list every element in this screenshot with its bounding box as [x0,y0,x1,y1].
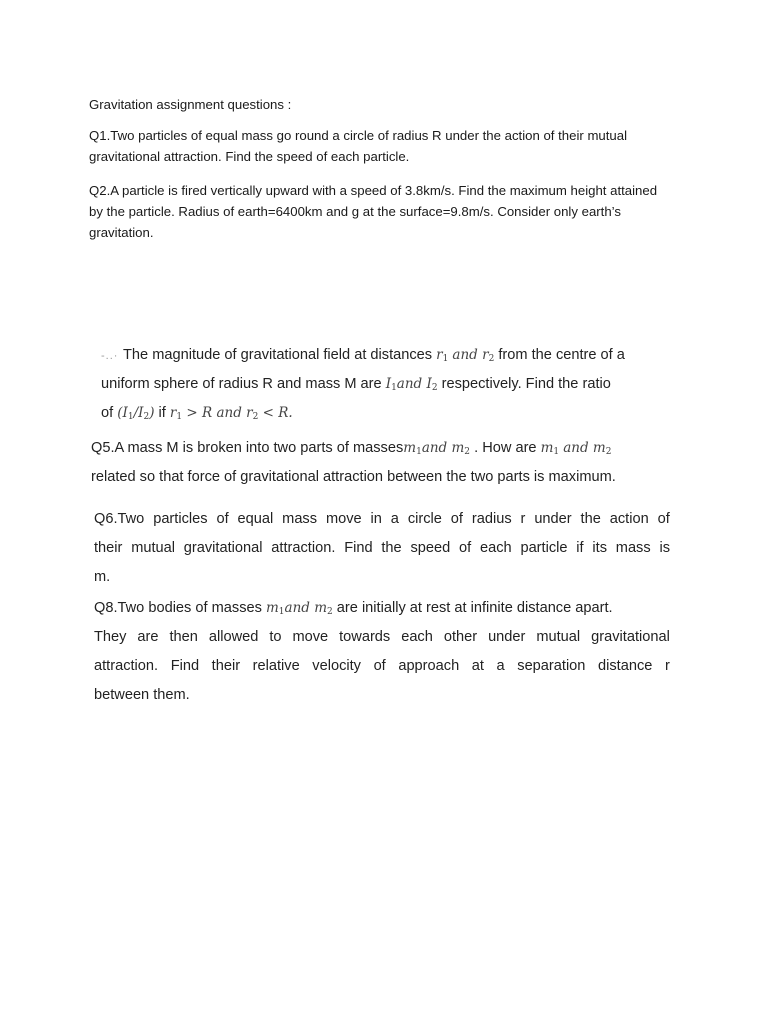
question-6-line-1: Q6.Two particles of equal mass move in a circle of radius r under the action of [94,511,670,527]
question-2-line-1: Q2.A particle is fired vertically upward with a speed of 3.8km/s. Find the maximum height attained [89,183,658,198]
question-4 [101,341,661,428]
question-5 [91,434,671,492]
scan-artifact: -..· [101,350,119,362]
question-2-line-3: gravitation. [89,225,154,240]
q5-text-1b: . How are [474,440,537,456]
math-m1: $m_1$ [265,600,285,617]
question-1-line-2: gravitational attraction. Find the speed of each particle. [89,149,410,164]
math-ratio: $(I_1/I_2)$ [117,405,155,422]
question-6-line-2: their mutual gravitational attraction. Find the speed of each particle if its mass is [94,540,670,556]
q4-text-2a: uniform sphere of radius R and mass M are [101,376,382,392]
math-and-m2-b: and $m_2$ [563,440,612,457]
math-and-r2: and $r_2$ [452,347,495,364]
math-I1: $I_1$ [385,376,397,393]
question-8-line-3: attraction. Find their relative velocity of approach at a separation distance r [94,658,670,674]
question-6 [94,505,670,592]
q4-text-1b: from the centre of a [498,347,625,363]
q8-text-1b: are initially at rest at infinite distance apart. [336,600,613,616]
question-2-line-2: by the particle. Radius of earth=6400km and g at the surface=9.8m/s. Consider only earth’s [89,204,621,219]
math-and-I2: and $I_2$ [396,376,438,393]
math-m1-b: $m_1$ [540,440,560,457]
title-text: Gravitation assignment questions : [89,97,292,112]
question-6-line-3: m. [94,569,111,585]
question-5-line-2: related so that force of gravitational attraction between the two parts is maximum. [91,469,616,485]
question-5-line-1 [91,434,671,463]
question-8-line-4: between them. [94,687,190,703]
question-1 [89,125,679,167]
math-condition: $r_1 > R$ and $r_2 < R$. [169,405,293,422]
q8-text-1a: Q8.Two bodies of masses [94,600,262,616]
q4-text-3b: if [158,405,166,421]
question-8-line-2: They are then allowed to move towards each other under mutual gravitational [94,629,670,645]
question-4-line-3 [101,399,661,428]
math-and-m2: and $m_2$ [421,440,471,457]
question-1-line-1: Q1.Two particles of equal mass go round a circle of radius R under the action of their mutual [89,128,628,143]
q4-text-3a: of [101,405,114,421]
question-2 [89,180,679,243]
question-4-line-1 [101,341,661,370]
math-and-m2: and $m_2$ [284,600,333,617]
math-r1: $r_1$ [436,347,449,364]
question-4-line-2 [101,370,661,399]
math-m1: $m_1$ [403,440,422,457]
question-8-line-1 [94,594,670,623]
q5-text-1a: Q5.A mass M is broken into two parts of masses [91,440,404,456]
question-8 [94,594,670,710]
q4-text-1a: The magnitude of gravitational field at distances [123,347,433,363]
q4-text-2b: respectively. Find the ratio [441,376,611,392]
assignment-title [89,94,679,115]
